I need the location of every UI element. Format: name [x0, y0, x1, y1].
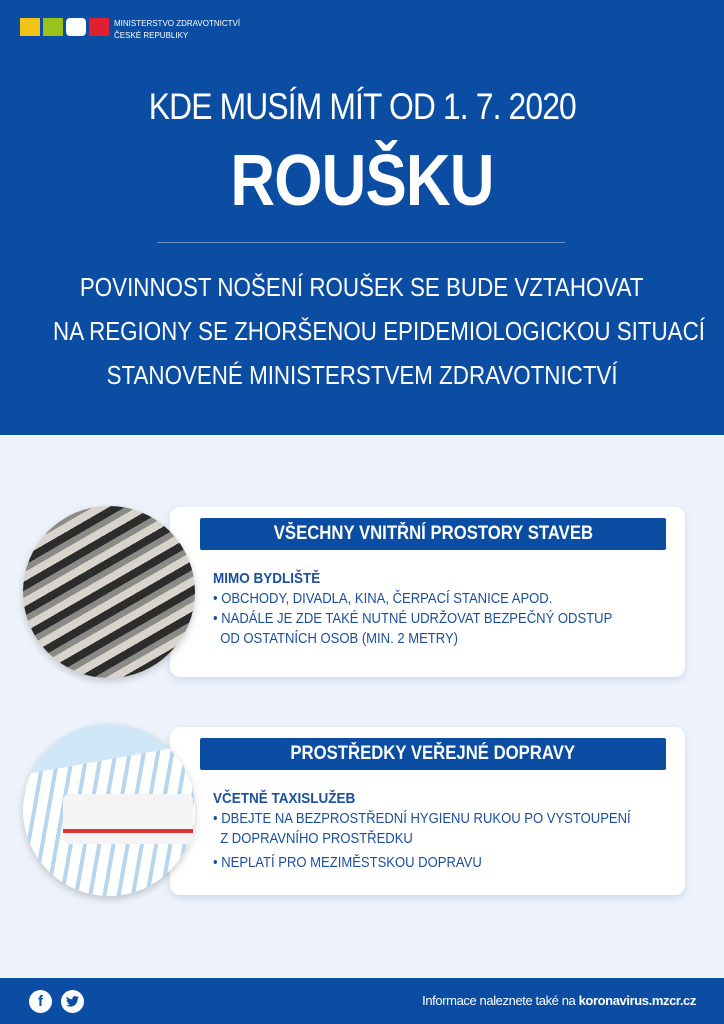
subtitle-line: POVINNOST NOŠENÍ ROUŠEK SE BUDE VZTAHOVAT [80, 272, 644, 302]
website-link[interactable]: koronavirus.mzcr.cz [578, 993, 696, 1008]
subtitle-line: NA REGIONY SE ZHORŠENOU EPIDEMIOLOGICKOU SITUACÍ [53, 316, 705, 346]
title-line2: ROUŠKU [230, 141, 494, 221]
card-indoor [170, 507, 685, 677]
card-body [213, 789, 631, 873]
ministry-logo [20, 18, 109, 36]
header [0, 0, 724, 435]
escalator-photo [23, 506, 195, 678]
twitter-icon[interactable] [61, 990, 84, 1013]
footer [0, 978, 724, 1024]
ministry-line1: MINISTERSTVO ZDRAVOTNICTVÍ [114, 19, 241, 28]
divider [157, 242, 565, 243]
card-subtitle: MIMO BYDLIŠTĚ [213, 570, 321, 587]
card-line: Z DOPRAVNÍHO PROSTŘEDKU [220, 831, 413, 847]
card-line: • OBCHODY, DIVADLA, KINA, ČERPACÍ STANICE APOD. [213, 591, 553, 607]
card-line: • NADÁLE JE ZDE TAKÉ NUTNÉ UDRŽOVAT BEZPEČNÝ ODSTUP [213, 611, 613, 627]
metro-photo [23, 724, 195, 896]
info-text: Informace naleznete také na koronavirus.mzcr.cz [422, 993, 696, 1008]
card-line: • NEPLATÍ PRO MEZIMĚSTSKOU DOPRAVU [213, 855, 482, 871]
card-title: PROSTŘEDKY VEŘEJNÉ DOPRAVY [200, 738, 666, 770]
ministry-name [114, 18, 240, 42]
card-line: OD OSTATNÍCH OSOB (MIN. 2 METRY) [220, 631, 459, 647]
card-title: VŠECHNY VNITŘNÍ PROSTORY STAVEB [200, 518, 666, 550]
facebook-icon[interactable]: f [29, 990, 52, 1013]
card-line: • DBEJTE NA BEZPROSTŘEDNÍ HYGIENU RUKOU PO VYSTOUPENÍ [213, 811, 631, 827]
ministry-line2: ČESKÉ REPUBLIKY [114, 31, 189, 40]
subtitle-line: STANOVENÉ MINISTERSTVEM ZDRAVOTNICTVÍ [106, 360, 618, 390]
card-transport [170, 727, 685, 895]
card-body [213, 569, 612, 649]
title-line1: KDE MUSÍM MÍT OD 1. 7. 2020 [148, 86, 576, 127]
card-subtitle: VČETNĚ TAXISLUŽEB [213, 790, 356, 807]
